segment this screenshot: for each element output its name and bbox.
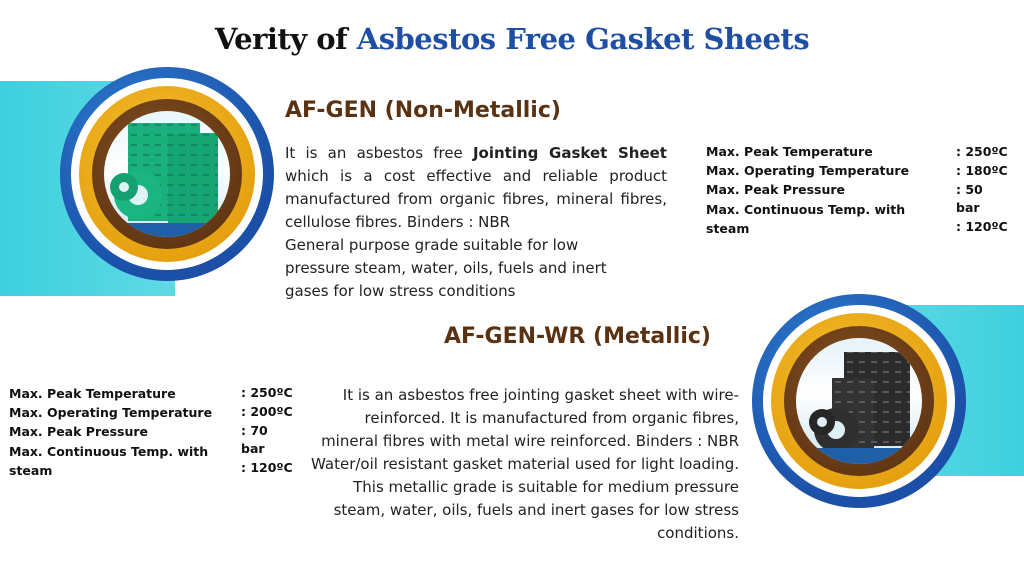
spec-unit: bar <box>241 441 265 456</box>
spec-label: Max. Peak Temperature <box>706 144 873 159</box>
section2-description <box>308 384 739 545</box>
section1-desc-part2: which is a cost effective and reliable product manufactured from organic fibres, mineral fibres, cellulose fibres. Binders : NBR <box>285 167 667 231</box>
spec-label: steam <box>706 221 750 236</box>
spec-value: : 250ºC <box>956 144 1008 159</box>
spec-label: Max. Operating Temperature <box>9 405 213 420</box>
spec-value: : 120ºC <box>956 219 1008 234</box>
spec-label: Max. Continuous Temp. with <box>9 444 209 459</box>
section1-specs <box>706 142 1016 242</box>
title-prefix: Verity of <box>214 22 348 56</box>
spec-value: : 120ºC <box>241 460 293 475</box>
section1-description <box>285 142 667 303</box>
spec-label: steam <box>9 463 53 478</box>
section2-specs <box>9 384 309 484</box>
page-title <box>0 22 1024 56</box>
spec-label: Max. Peak Pressure <box>706 182 846 197</box>
spec-label: Max. Peak Pressure <box>9 424 149 439</box>
spec-label: Max. Continuous Temp. with <box>706 202 906 217</box>
green-gasket-sheet-photo <box>104 111 230 237</box>
section1-usage: General purpose grade suitable for low pressure steam, water, oils, fuels and inert gases for low stress conditions <box>285 236 607 300</box>
spec-value: : 50 <box>956 182 983 197</box>
spec-value: : 70 <box>241 423 268 438</box>
black-gasket-sheet-photo <box>796 338 922 464</box>
spec-unit: bar <box>956 200 980 215</box>
spec-value: : 250ºC <box>241 385 293 400</box>
section2-heading: AF-GEN-WR (Metallic) <box>444 324 711 349</box>
section2-usage: Water/oil resistant gasket material used for light loading. This metallic grade is suitable for medium pressure steam, water, oils, fuels and inert gases for low stress conditions. <box>311 455 739 542</box>
section1-desc-part1: It is an asbestos free <box>285 144 473 162</box>
section1-desc-bold: Jointing Gasket Sheet <box>472 144 667 162</box>
spec-label: Max. Peak Temperature <box>9 386 176 401</box>
spec-value: : 200ºC <box>241 404 293 419</box>
spec-label: Max. Operating Temperature <box>706 163 910 178</box>
title-highlight: Asbestos Free Gasket Sheets <box>356 22 810 56</box>
section2-desc-text: It is an asbestos free jointing gasket sheet with wire-reinforced. It is manufactured from organic fibres, mineral fibres with metal wire reinforced. Binders : NBR <box>321 386 739 450</box>
section1-heading: AF-GEN (Non-Metallic) <box>285 98 561 123</box>
spec-value: : 180ºC <box>956 163 1008 178</box>
